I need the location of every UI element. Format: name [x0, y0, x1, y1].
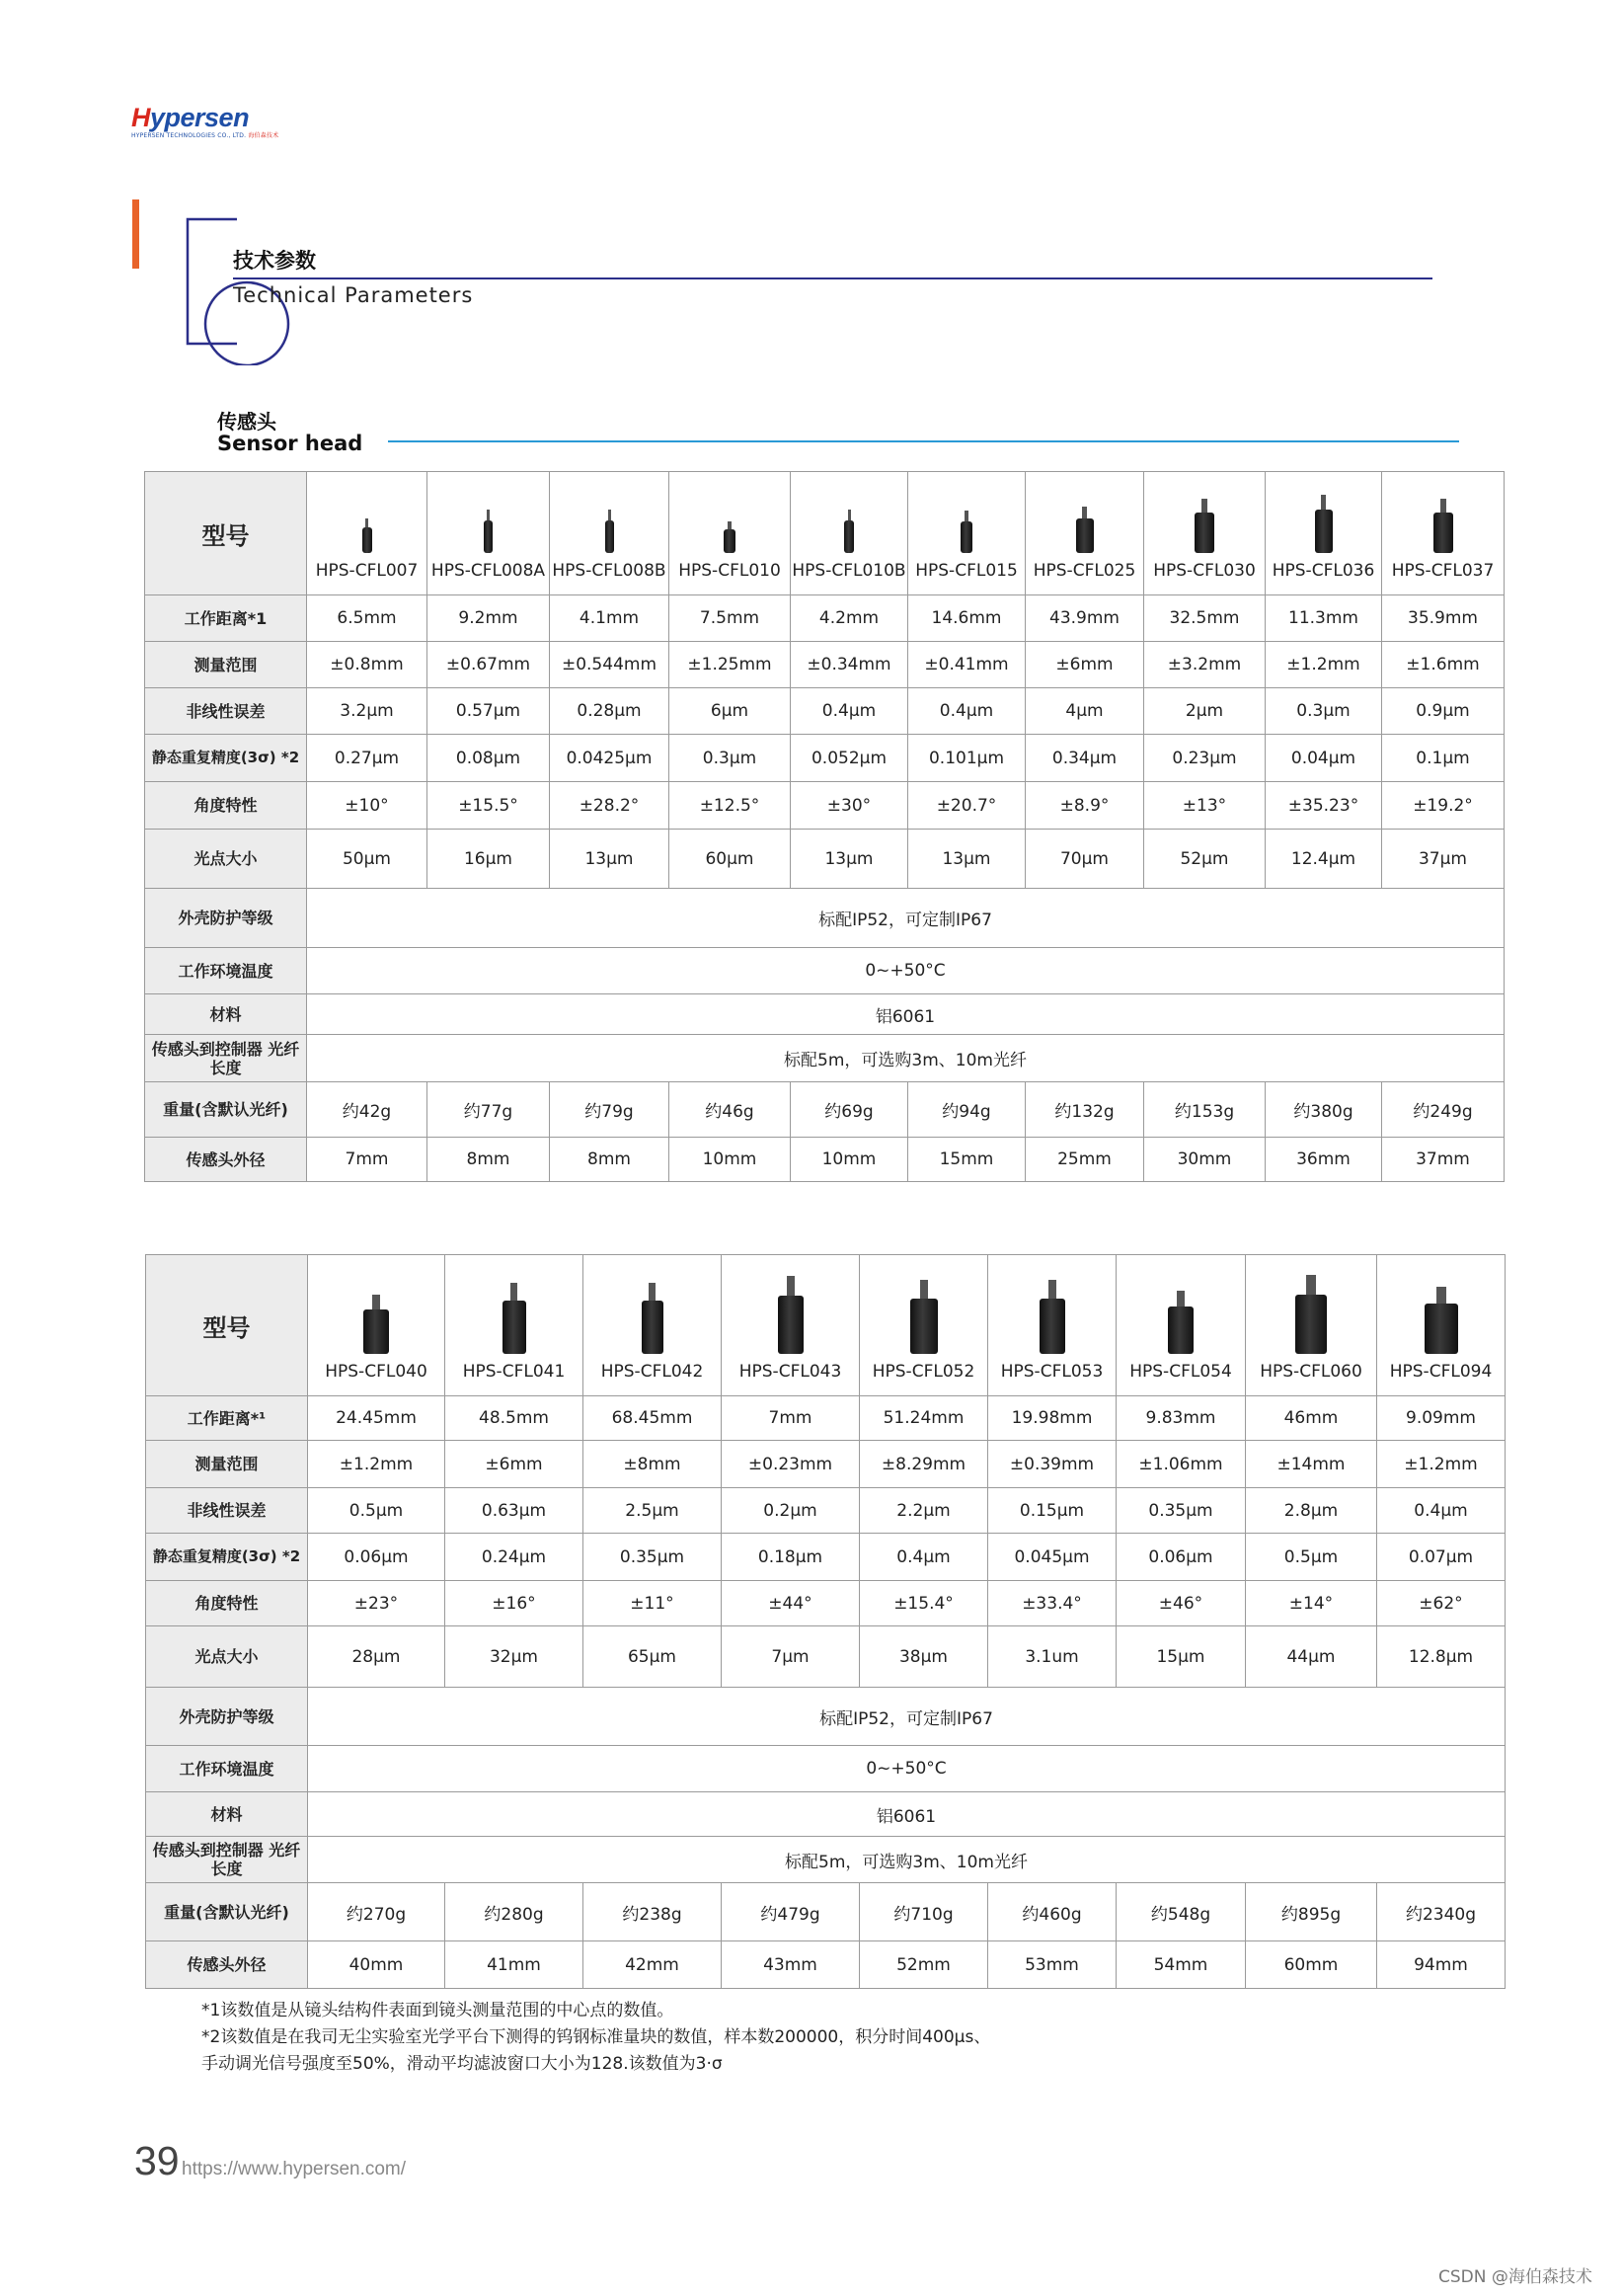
model-cell: [988, 1255, 1117, 1396]
model-cell: [908, 472, 1026, 595]
value-cell: 15mm: [908, 1138, 1026, 1182]
value-cell: ±0.39mm: [988, 1441, 1117, 1488]
value-cell: 约380g: [1266, 1082, 1382, 1138]
model-name: HPS-CFL037: [1391, 561, 1495, 581]
value-cell: ±14mm: [1246, 1441, 1377, 1488]
model-cell: [1026, 472, 1144, 595]
model-name: HPS-CFL043: [738, 1362, 842, 1382]
value-cell: 0.4μm: [908, 688, 1026, 735]
model-cell: [1144, 472, 1266, 595]
value-cell: 6.5mm: [307, 595, 427, 642]
value-cell: 0.052μm: [791, 735, 908, 782]
sensor-head-image: [844, 510, 854, 553]
value-cell: 52μm: [1144, 830, 1266, 889]
value-cell: 约42g: [307, 1082, 427, 1138]
model-cell: [550, 472, 669, 595]
value-cell: 0.4μm: [1377, 1488, 1506, 1534]
value-cell: ±0.34mm: [791, 642, 908, 688]
value-cell: 0.9μm: [1382, 688, 1505, 735]
value-cell: ±19.2°: [1382, 782, 1505, 830]
sensor-head-image: [1040, 1280, 1065, 1354]
value-cell: 28μm: [308, 1626, 445, 1688]
section-title-cn: 技术参数: [233, 249, 316, 273]
value-cell: 16μm: [427, 830, 550, 889]
value-cell: 标配5m，可选购3m、10m光纤: [307, 1035, 1505, 1082]
value-cell: 约895g: [1246, 1883, 1377, 1941]
value-cell: 60μm: [669, 830, 791, 889]
value-cell: 32μm: [445, 1626, 583, 1688]
row-nonlinearity: [145, 688, 1505, 735]
value-cell: 0.06μm: [1117, 1534, 1246, 1581]
value-cell: 24.45mm: [308, 1396, 445, 1441]
value-cell: 54mm: [1117, 1941, 1246, 1989]
value-cell: 70μm: [1026, 830, 1144, 889]
model-cell: [445, 1255, 583, 1396]
value-cell: 约79g: [550, 1082, 669, 1138]
value-cell: 约270g: [308, 1883, 445, 1941]
row-label: 传感头外径: [145, 1138, 307, 1182]
sensor-head-image: [362, 518, 372, 553]
value-cell: 约710g: [860, 1883, 988, 1941]
model-name: HPS-CFL007: [315, 561, 419, 581]
row-diameter: [145, 1138, 1505, 1182]
value-cell: 0.08μm: [427, 735, 550, 782]
value-cell: 约77g: [427, 1082, 550, 1138]
section-accent-bar: [132, 199, 139, 269]
value-cell: ±1.2mm: [1377, 1441, 1506, 1488]
model-cell: [669, 472, 791, 595]
model-cell: [722, 1255, 860, 1396]
row-protection: [146, 1688, 1506, 1746]
value-cell: 约548g: [1117, 1883, 1246, 1941]
value-cell: 36mm: [1266, 1138, 1382, 1182]
row-label: 非线性误差: [145, 688, 307, 735]
row-label: 光点大小: [145, 830, 307, 889]
value-cell: 25mm: [1026, 1138, 1144, 1182]
model-name: HPS-CFL041: [462, 1362, 566, 1382]
value-cell: 0.3μm: [1266, 688, 1382, 735]
section-title-en: Technical Parameters: [233, 283, 474, 307]
row-work-distance: [145, 595, 1505, 642]
value-cell: 9.09mm: [1377, 1396, 1506, 1441]
model-name: HPS-CFL054: [1129, 1362, 1232, 1382]
value-cell: ±0.8mm: [307, 642, 427, 688]
sensor-head-image: [1295, 1275, 1327, 1354]
model-name: HPS-CFL008A: [430, 561, 546, 581]
model-header: 型号: [146, 1255, 308, 1396]
value-cell: 44μm: [1246, 1626, 1377, 1688]
value-cell: ±8.9°: [1026, 782, 1144, 830]
value-cell: 41mm: [445, 1941, 583, 1989]
model-name: HPS-CFL010: [678, 561, 781, 581]
row-label: 材料: [146, 1792, 308, 1837]
model-name: HPS-CFL042: [600, 1362, 704, 1382]
model-name: HPS-CFL052: [872, 1362, 975, 1382]
value-cell: 4μm: [1026, 688, 1144, 735]
model-name: HPS-CFL094: [1389, 1362, 1493, 1382]
company-logo: [131, 103, 279, 140]
row-fiber-length: [145, 1035, 1505, 1082]
model-cell: [860, 1255, 988, 1396]
row-spot: [145, 830, 1505, 889]
footnote-2: *2该数值是在我司无尘实验室光学平台下测得的钨钢标准量块的数值，样本数200000，积分时间400μs、: [201, 2027, 991, 2047]
value-cell: 约2340g: [1377, 1883, 1506, 1941]
value-cell: 11.3mm: [1266, 595, 1382, 642]
value-cell: 0~+50°C: [307, 948, 1505, 994]
value-cell: 43.9mm: [1026, 595, 1144, 642]
model-cell: [791, 472, 908, 595]
value-cell: 68.45mm: [583, 1396, 722, 1441]
value-cell: 0.07μm: [1377, 1534, 1506, 1581]
sensor-head-image: [910, 1280, 938, 1354]
model-row: [146, 1255, 1506, 1396]
value-cell: 65μm: [583, 1626, 722, 1688]
value-cell: 0.3μm: [669, 735, 791, 782]
value-cell: ±35.23°: [1266, 782, 1382, 830]
value-cell: 19.98mm: [988, 1396, 1117, 1441]
value-cell: 约479g: [722, 1883, 860, 1941]
value-cell: 10mm: [669, 1138, 791, 1182]
value-cell: 15μm: [1117, 1626, 1246, 1688]
row-nonlinearity: [146, 1488, 1506, 1534]
row-temperature: [145, 948, 1505, 994]
value-cell: ±6mm: [445, 1441, 583, 1488]
value-cell: 8mm: [427, 1138, 550, 1182]
value-cell: ±12.5°: [669, 782, 791, 830]
value-cell: 3.2μm: [307, 688, 427, 735]
value-cell: ±23°: [308, 1581, 445, 1626]
value-cell: 0.101μm: [908, 735, 1026, 782]
value-cell: 约280g: [445, 1883, 583, 1941]
value-cell: 约94g: [908, 1082, 1026, 1138]
value-cell: ±8.29mm: [860, 1441, 988, 1488]
value-cell: 约460g: [988, 1883, 1117, 1941]
sensor-head-image: [605, 510, 614, 553]
sensor-head-image: [724, 521, 735, 553]
value-cell: ±33.4°: [988, 1581, 1117, 1626]
value-cell: 0~+50°C: [308, 1746, 1506, 1792]
row-label: 外壳防护等级: [145, 889, 307, 948]
value-cell: 铝6061: [307, 994, 1505, 1035]
model-name: HPS-CFL008B: [552, 561, 666, 581]
value-cell: 0.23μm: [1144, 735, 1266, 782]
value-cell: 48.5mm: [445, 1396, 583, 1441]
model-name: HPS-CFL010B: [792, 561, 906, 581]
model-cell: [1377, 1255, 1506, 1396]
value-cell: 3.1um: [988, 1626, 1117, 1688]
footnote-1: *1该数值是从镜头结构件表面到镜头测量范围的中心点的数值。: [201, 2001, 674, 2020]
sensor-spec-table-2: [145, 1254, 1506, 1989]
model-name: HPS-CFL030: [1153, 561, 1256, 581]
value-cell: ±16°: [445, 1581, 583, 1626]
subsection-title-cn: 传感头: [217, 410, 276, 434]
row-label: 角度特性: [145, 782, 307, 830]
model-cell: [1246, 1255, 1377, 1396]
value-cell: ±6mm: [1026, 642, 1144, 688]
value-cell: 13μm: [908, 830, 1026, 889]
page-number: 39: [134, 2138, 180, 2183]
value-cell: 13μm: [791, 830, 908, 889]
row-repeatability: [145, 735, 1505, 782]
value-cell: 12.8μm: [1377, 1626, 1506, 1688]
sensor-head-image: [502, 1283, 526, 1354]
value-cell: 0.63μm: [445, 1488, 583, 1534]
row-temperature: [146, 1746, 1506, 1792]
sensor-head-image: [642, 1283, 663, 1354]
value-cell: ±15.5°: [427, 782, 550, 830]
footnote-3: 手动调光信号强度至50%，滑动平均滤波窗口大小为128.该数值为3·σ: [201, 2054, 723, 2074]
value-cell: ±1.2mm: [1266, 642, 1382, 688]
value-cell: ±3.2mm: [1144, 642, 1266, 688]
value-cell: 0.5μm: [308, 1488, 445, 1534]
row-spot: [146, 1626, 1506, 1688]
value-cell: 0.5μm: [1246, 1534, 1377, 1581]
value-cell: 13μm: [550, 830, 669, 889]
row-label: 重量(含默认光纤): [145, 1082, 307, 1138]
row-weight: [145, 1082, 1505, 1138]
value-cell: ±28.2°: [550, 782, 669, 830]
value-cell: 铝6061: [308, 1792, 1506, 1837]
model-cell: [1117, 1255, 1246, 1396]
value-cell: 0.15μm: [988, 1488, 1117, 1534]
value-cell: 0.35μm: [583, 1534, 722, 1581]
value-cell: 约46g: [669, 1082, 791, 1138]
value-cell: 7μm: [722, 1626, 860, 1688]
model-cell: [1382, 472, 1505, 595]
sensor-head-image: [1425, 1287, 1458, 1354]
value-cell: ±62°: [1377, 1581, 1506, 1626]
footer-url[interactable]: https://www.hypersen.com/: [182, 2159, 407, 2179]
model-cell: [308, 1255, 445, 1396]
value-cell: ±30°: [791, 782, 908, 830]
row-label: 材料: [145, 994, 307, 1035]
value-cell: 30mm: [1144, 1138, 1266, 1182]
row-label: 传感头外径: [146, 1941, 308, 1989]
value-cell: 42mm: [583, 1941, 722, 1989]
value-cell: 7.5mm: [669, 595, 791, 642]
value-cell: 0.35μm: [1117, 1488, 1246, 1534]
logo-wordmark: Hypersen: [131, 103, 250, 132]
value-cell: ±44°: [722, 1581, 860, 1626]
value-cell: 0.06μm: [308, 1534, 445, 1581]
value-cell: ±13°: [1144, 782, 1266, 830]
sensor-head-image: [484, 510, 493, 553]
value-cell: ±14°: [1246, 1581, 1377, 1626]
value-cell: 2.5μm: [583, 1488, 722, 1534]
row-measure-range: [145, 642, 1505, 688]
sensor-head-image: [1168, 1291, 1194, 1354]
row-label: 传感头到控制器 光纤长度: [146, 1837, 308, 1883]
subsection-divider: [388, 440, 1459, 442]
value-cell: 50μm: [307, 830, 427, 889]
row-label: 角度特性: [146, 1581, 308, 1626]
value-cell: 约249g: [1382, 1082, 1505, 1138]
sensor-head-image: [961, 511, 972, 553]
row-fiber-length: [146, 1837, 1506, 1883]
row-angle: [145, 782, 1505, 830]
row-label: 非线性误差: [146, 1488, 308, 1534]
model-cell: [1266, 472, 1382, 595]
value-cell: 53mm: [988, 1941, 1117, 1989]
model-header: 型号: [145, 472, 307, 595]
row-label: 光点大小: [146, 1626, 308, 1688]
value-cell: 0.28μm: [550, 688, 669, 735]
value-cell: 约132g: [1026, 1082, 1144, 1138]
model-name: HPS-CFL015: [915, 561, 1018, 581]
value-cell: 0.24μm: [445, 1534, 583, 1581]
value-cell: ±0.23mm: [722, 1441, 860, 1488]
subsection-title-en: Sensor head: [217, 432, 363, 455]
value-cell: ±46°: [1117, 1581, 1246, 1626]
model-name: HPS-CFL025: [1033, 561, 1136, 581]
watermark: CSDN @海伯森技术: [1438, 2267, 1592, 2287]
value-cell: 37mm: [1382, 1138, 1505, 1182]
value-cell: 9.83mm: [1117, 1396, 1246, 1441]
value-cell: 14.6mm: [908, 595, 1026, 642]
value-cell: 0.34μm: [1026, 735, 1144, 782]
model-row: [145, 472, 1505, 595]
value-cell: ±0.41mm: [908, 642, 1026, 688]
sensor-head-image: [1315, 495, 1333, 553]
value-cell: 10mm: [791, 1138, 908, 1182]
value-cell: 43mm: [722, 1941, 860, 1989]
value-cell: 0.4μm: [860, 1534, 988, 1581]
model-name: HPS-CFL036: [1272, 561, 1375, 581]
row-label: 工作距离*¹: [146, 1396, 308, 1441]
row-material: [145, 994, 1505, 1035]
row-label: 静态重复精度(3σ) *2: [146, 1534, 308, 1581]
row-label: 静态重复精度(3σ) *2: [145, 735, 307, 782]
row-material: [146, 1792, 1506, 1837]
value-cell: ±10°: [307, 782, 427, 830]
value-cell: 4.1mm: [550, 595, 669, 642]
model-cell: [583, 1255, 722, 1396]
value-cell: 标配IP52，可定制IP67: [307, 889, 1505, 948]
value-cell: ±15.4°: [860, 1581, 988, 1626]
value-cell: 37μm: [1382, 830, 1505, 889]
value-cell: 52mm: [860, 1941, 988, 1989]
value-cell: 0.18μm: [722, 1534, 860, 1581]
value-cell: 12.4μm: [1266, 830, 1382, 889]
row-label: 测量范围: [145, 642, 307, 688]
value-cell: 约238g: [583, 1883, 722, 1941]
value-cell: 0.045μm: [988, 1534, 1117, 1581]
value-cell: ±0.544mm: [550, 642, 669, 688]
model-cell: [427, 472, 550, 595]
value-cell: 0.2μm: [722, 1488, 860, 1534]
value-cell: 约69g: [791, 1082, 908, 1138]
value-cell: 46mm: [1246, 1396, 1377, 1441]
value-cell: 标配IP52，可定制IP67: [308, 1688, 1506, 1746]
row-angle: [146, 1581, 1506, 1626]
row-label: 重量(含默认光纤): [146, 1883, 308, 1941]
value-cell: ±8mm: [583, 1441, 722, 1488]
sensor-head-image: [1433, 499, 1453, 553]
value-cell: ±11°: [583, 1581, 722, 1626]
model-cell: [307, 472, 427, 595]
value-cell: 0.27μm: [307, 735, 427, 782]
row-label: 传感头到控制器 光纤长度: [145, 1035, 307, 1082]
value-cell: 9.2mm: [427, 595, 550, 642]
value-cell: 0.1μm: [1382, 735, 1505, 782]
value-cell: 0.4μm: [791, 688, 908, 735]
row-label: 外壳防护等级: [146, 1688, 308, 1746]
value-cell: 32.5mm: [1144, 595, 1266, 642]
row-label: 工作距离*1: [145, 595, 307, 642]
model-name: HPS-CFL053: [1000, 1362, 1104, 1382]
row-measure-range: [146, 1441, 1506, 1488]
model-name: HPS-CFL040: [325, 1362, 427, 1382]
value-cell: 51.24mm: [860, 1396, 988, 1441]
row-label: 测量范围: [146, 1441, 308, 1488]
value-cell: 2.2μm: [860, 1488, 988, 1534]
value-cell: 2μm: [1144, 688, 1266, 735]
value-cell: 0.57μm: [427, 688, 550, 735]
value-cell: 7mm: [722, 1396, 860, 1441]
footnotes: [201, 1998, 990, 2078]
row-label: 工作环境温度: [145, 948, 307, 994]
model-name: HPS-CFL060: [1260, 1362, 1362, 1382]
value-cell: 38μm: [860, 1626, 988, 1688]
sensor-head-image: [1076, 507, 1094, 553]
value-cell: 标配5m，可选购3m、10m光纤: [308, 1837, 1506, 1883]
value-cell: ±1.25mm: [669, 642, 791, 688]
row-repeatability: [146, 1534, 1506, 1581]
value-cell: 8mm: [550, 1138, 669, 1182]
value-cell: ±20.7°: [908, 782, 1026, 830]
sensor-head-image: [1195, 499, 1214, 553]
value-cell: 0.0425μm: [550, 735, 669, 782]
value-cell: 40mm: [308, 1941, 445, 1989]
value-cell: 94mm: [1377, 1941, 1506, 1989]
value-cell: ±1.2mm: [308, 1441, 445, 1488]
value-cell: ±1.6mm: [1382, 642, 1505, 688]
logo-subtitle: HYPERSEN TECHNOLOGIES CO., LTD. 海伯森技术: [131, 132, 279, 139]
row-diameter: [146, 1941, 1506, 1989]
value-cell: 6μm: [669, 688, 791, 735]
value-cell: 4.2mm: [791, 595, 908, 642]
value-cell: 0.04μm: [1266, 735, 1382, 782]
value-cell: 35.9mm: [1382, 595, 1505, 642]
value-cell: 2.8μm: [1246, 1488, 1377, 1534]
value-cell: 7mm: [307, 1138, 427, 1182]
value-cell: 约153g: [1144, 1082, 1266, 1138]
sensor-head-image: [363, 1295, 389, 1354]
value-cell: ±0.67mm: [427, 642, 550, 688]
section-divider: [233, 277, 1432, 279]
row-label: 工作环境温度: [146, 1746, 308, 1792]
sensor-spec-table-1: [144, 471, 1505, 1182]
row-protection: [145, 889, 1505, 948]
value-cell: 60mm: [1246, 1941, 1377, 1989]
row-weight: [146, 1883, 1506, 1941]
sensor-head-image: [778, 1276, 804, 1354]
value-cell: ±1.06mm: [1117, 1441, 1246, 1488]
row-work-distance: [146, 1396, 1506, 1441]
